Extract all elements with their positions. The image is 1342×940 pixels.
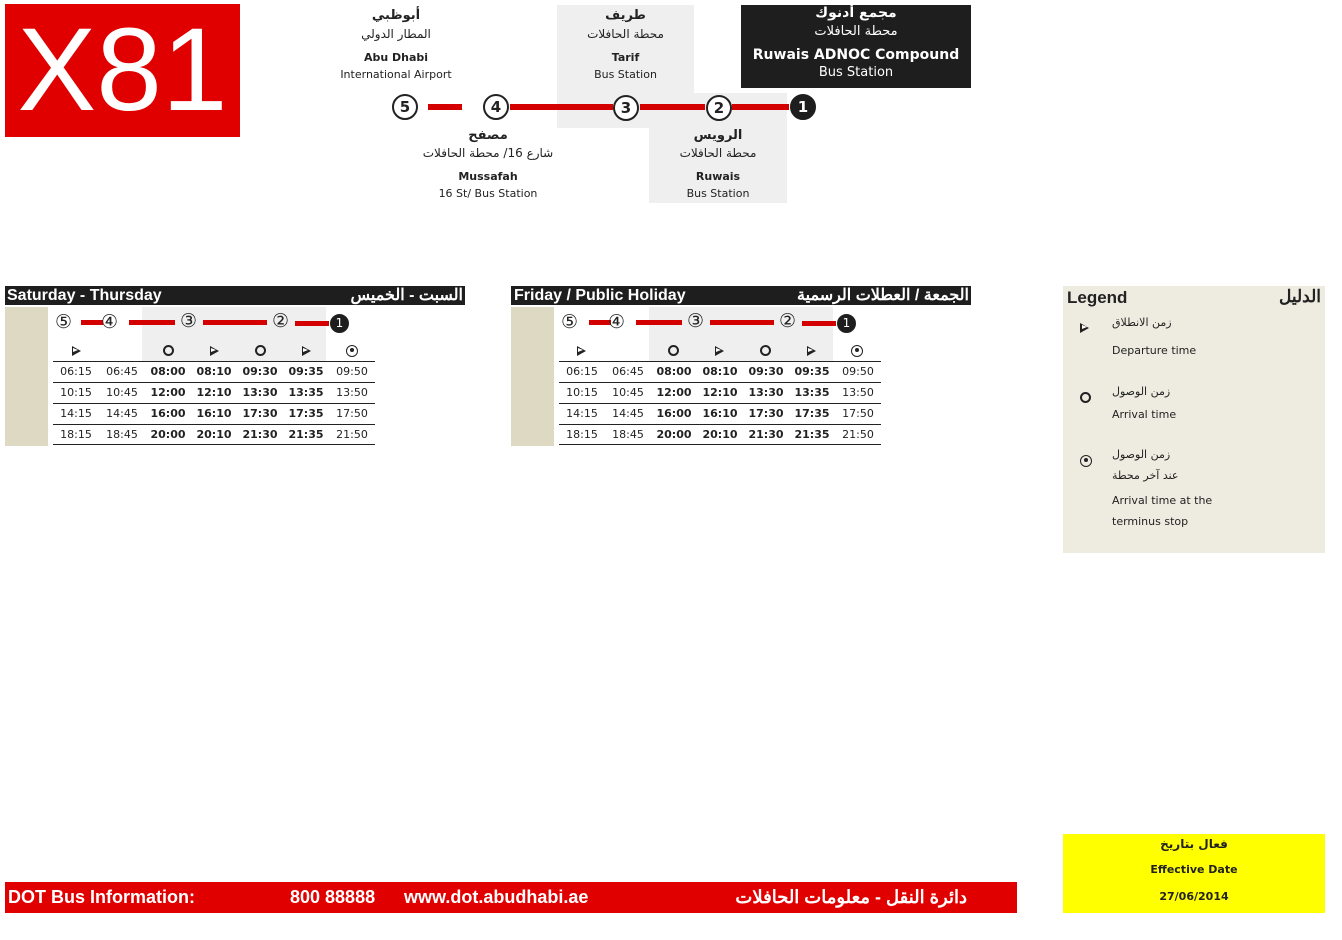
effective-date-box: [1063, 834, 1325, 913]
arrival-circle-icon: [145, 343, 191, 357]
stop-1-marker: 1: [790, 94, 816, 120]
departure-triangle-icon: [1080, 317, 1089, 336]
schedule-weekday: [5, 286, 465, 456]
legend-terminus-en-2: terminus stop: [1112, 515, 1189, 528]
stop-2-label: الرويس محطة الحافلات Ruwais Bus Station: [679, 128, 757, 200]
legend-departure-en: Departure time: [1112, 344, 1197, 357]
footer-banner: [5, 882, 1017, 913]
schedule-header: Saturday - Thursday السبت - الخميس: [7, 287, 463, 304]
departure-triangle-icon: [696, 343, 742, 357]
mini-stop-4: ④: [100, 311, 119, 333]
legend-terminus-ar-1: زمن الوصول: [1112, 448, 1171, 461]
arrival-circle-icon: [650, 343, 696, 357]
legend-panel: [1063, 286, 1325, 553]
terminus-dot-icon: [834, 343, 880, 357]
mini-route-segment: [295, 321, 329, 326]
stop-1-label: مجمع أدنوك محطة الحافلات Ruwais ADNOC Compound Bus Station: [752, 5, 960, 80]
terminus-dot-icon: [1080, 450, 1092, 469]
departure-triangle-icon: [53, 343, 99, 357]
stop-2-marker: 2: [706, 95, 732, 121]
table-row: 10:15 10:45 12:00 12:10 13:30 13:35 13:50: [559, 382, 881, 403]
mini-stop-1: 1: [837, 314, 856, 333]
footer-website-link[interactable]: www.dot.abudhabi.ae: [404, 887, 589, 907]
mini-stop-2: ②: [271, 310, 290, 332]
legend-arrival-ar: زمن الوصول: [1112, 385, 1171, 398]
table-row: 18:15 18:45 20:00 20:10 21:30 21:35 21:50: [559, 424, 881, 445]
legend-title-en: Legend: [1067, 288, 1128, 307]
mini-stop-1: 1: [330, 314, 349, 333]
mini-stop-2: ②: [778, 310, 797, 332]
route-segment-5-4: [428, 104, 462, 110]
mini-route-segment: [636, 320, 682, 325]
mini-route-segment: [129, 320, 175, 325]
departure-triangle-icon: [788, 343, 834, 357]
mini-stop-5: ⑤: [560, 311, 579, 333]
legend-arrival-en: Arrival time: [1112, 408, 1177, 421]
schedule-friday-holiday: [511, 286, 971, 456]
schedule-side-panel: [511, 307, 554, 446]
mini-route-segment: [710, 320, 774, 325]
mini-stop-4: ④: [607, 311, 626, 333]
stop-3-marker: 3: [613, 95, 639, 121]
mini-stop-3: ③: [686, 310, 705, 332]
departure-triangle-icon: [191, 343, 237, 357]
effective-date-label-en: Effective Date: [1150, 863, 1238, 876]
stop-5-marker: 5: [392, 94, 418, 120]
route-segment-3-2: [640, 104, 705, 110]
legend-title-ar: الدليل: [1278, 287, 1321, 306]
mini-route-segment: [203, 320, 267, 325]
table-row: 10:15 10:45 12:00 12:10 13:30 13:35 13:50: [53, 382, 375, 403]
stop-5-label: أبوظبي المطار الدولي Abu Dhabi International Airport: [340, 8, 452, 81]
stop-4-label: مصفح شارع 16/ محطة الحافلات Mussafah 16 St/ Bus Station: [422, 128, 554, 200]
mini-stop-5: ⑤: [54, 311, 73, 333]
arrival-circle-icon: [1080, 387, 1091, 406]
arrival-circle-icon: [237, 343, 283, 357]
footer-label: DOT Bus Information:: [8, 887, 195, 907]
schedule-header: Friday / Public Holiday الجمعة / العطلات الرسمية: [511, 286, 971, 305]
table-row: 14:15 14:45 16:00 16:10 17:30 17:35 17:50: [559, 403, 881, 424]
footer-phone: 800 88888: [290, 887, 376, 907]
route-segment-2-1: [732, 104, 789, 110]
table-row: 14:15 14:45 16:00 16:10 17:30 17:35 17:50: [53, 403, 375, 424]
route-segment-4-3: [510, 104, 613, 110]
stop-4-marker: 4: [483, 94, 509, 120]
mini-route-segment: [802, 321, 836, 326]
table-row: 06:15 06:45 08:00 08:10 09:30 09:35 09:50: [559, 361, 881, 382]
effective-date-value: 27/06/2014: [1159, 890, 1229, 903]
terminus-dot-icon: [329, 343, 375, 357]
legend-terminus-ar-2: عند آخر محطة: [1112, 469, 1179, 482]
table-row: 18:15 18:45 20:00 20:10 21:30 21:35 21:50: [53, 424, 375, 445]
legend-departure-ar: زمن الانطلاق: [1112, 316, 1172, 329]
departure-triangle-icon: [558, 343, 604, 357]
route-number-badge: [5, 4, 240, 137]
route-number: X81: [17, 4, 228, 136]
arrival-circle-icon: [742, 343, 788, 357]
mini-stop-3: ③: [179, 310, 198, 332]
departure-triangle-icon: [283, 343, 329, 357]
footer-ar-title: دائرة النقل - معلومات الحافلات: [735, 887, 967, 907]
legend-terminus-en-1: Arrival time at the: [1112, 494, 1213, 507]
table-row: 06:15 06:45 08:00 08:10 09:30 09:35 09:50: [53, 361, 375, 382]
effective-date-label-ar: فعال بتاريخ: [1160, 837, 1228, 851]
stop-3-label: طريف محطة الحافلات Tarif Bus Station: [587, 8, 664, 81]
schedule-side-panel: [5, 307, 48, 446]
